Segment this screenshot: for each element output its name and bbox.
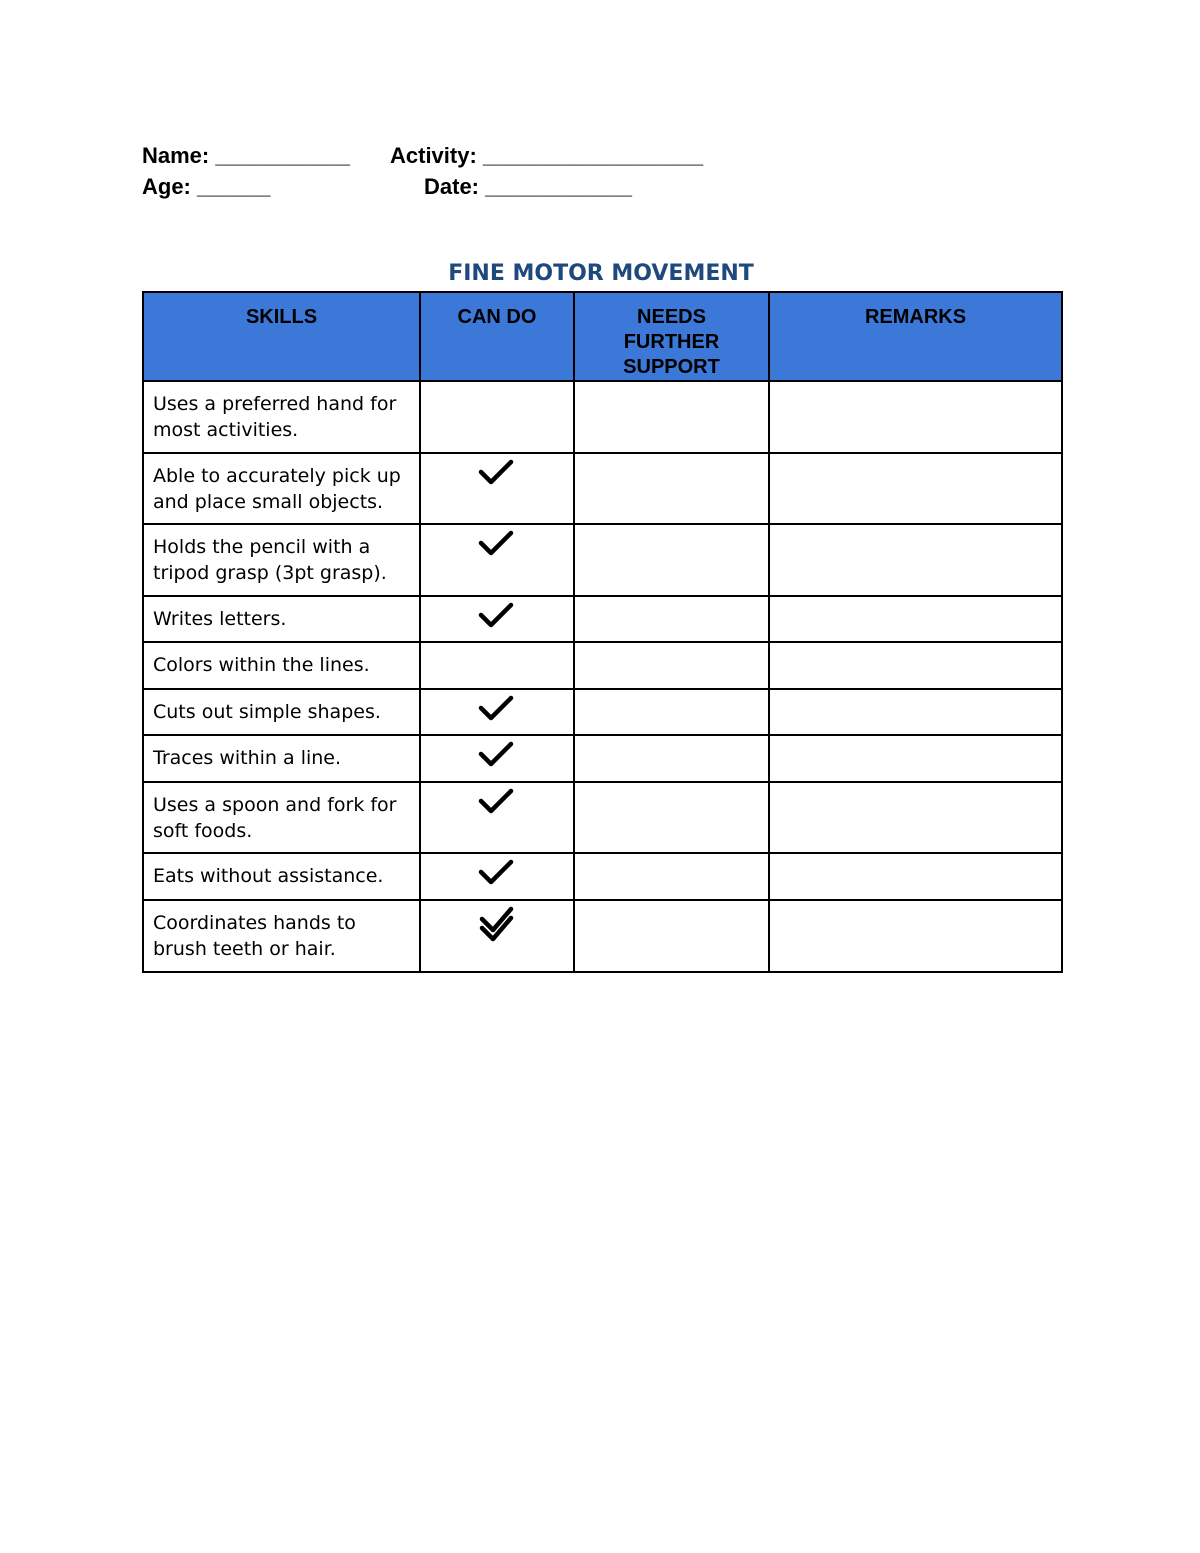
remarks-cell <box>769 735 1062 782</box>
table-row <box>143 524 1062 596</box>
remarks-cell <box>769 642 1062 689</box>
can-do-cell <box>420 381 574 453</box>
can-do-cell <box>420 453 574 524</box>
check-icon <box>477 692 517 726</box>
remarks-cell <box>769 381 1062 453</box>
check-icon <box>477 785 517 819</box>
check-icon <box>477 738 517 772</box>
activity-field-label: Activity: __________________ <box>390 143 704 168</box>
remarks-cell <box>769 900 1062 972</box>
can-do-cell <box>420 782 574 853</box>
remarks-cell <box>769 853 1062 900</box>
date-field-label: Date: ____________ <box>424 174 632 199</box>
needs-support-cell <box>574 596 769 642</box>
needs-support-cell <box>574 853 769 900</box>
remarks-cell <box>769 524 1062 596</box>
needs-support-cell <box>574 381 769 453</box>
check-icon <box>477 527 517 561</box>
can-do-cell <box>420 735 574 782</box>
check-icon <box>477 599 517 633</box>
can-do-cell <box>420 689 574 735</box>
table-row <box>143 453 1062 524</box>
table-row <box>143 381 1062 453</box>
table-row <box>143 900 1062 972</box>
skill-cell: Eats without assistance. <box>143 853 420 900</box>
can-do-cell <box>420 900 574 972</box>
table-row <box>143 782 1062 853</box>
skills-table <box>142 291 1063 973</box>
skill-cell: Writes letters. <box>143 596 420 642</box>
can-do-cell <box>420 596 574 642</box>
needs-support-cell <box>574 453 769 524</box>
needs-support-cell <box>574 900 769 972</box>
remarks-cell <box>769 453 1062 524</box>
skill-cell: Uses a spoon and fork for soft foods. <box>143 782 420 853</box>
skill-cell: Able to accurately pick up and place small objects. <box>143 453 420 524</box>
remarks-cell <box>769 782 1062 853</box>
name-field-label: Name: ___________ <box>142 143 350 168</box>
column-header-needs-support-label: NEEDS FURTHER SUPPORT <box>623 306 720 378</box>
remarks-cell <box>769 689 1062 735</box>
can-do-cell <box>420 642 574 689</box>
column-header-can-do-label: CAN DO <box>457 306 537 328</box>
skill-cell: Colors within the lines. <box>143 642 420 689</box>
table-row <box>143 853 1062 900</box>
needs-support-cell <box>574 642 769 689</box>
age-field-label: Age: ______ <box>142 174 271 199</box>
column-header-skills <box>143 292 420 381</box>
skill-cell: Uses a preferred hand for most activities. <box>143 381 420 453</box>
check-icon <box>477 856 517 890</box>
column-header-skills-label: SKILLS <box>245 306 318 328</box>
table-row <box>143 689 1062 735</box>
remarks-cell <box>769 596 1062 642</box>
column-header-can-do <box>420 292 574 381</box>
check-icon <box>477 456 517 490</box>
skill-cell: Traces within a line. <box>143 735 420 782</box>
column-header-remarks-label: REMARKS <box>864 306 967 328</box>
can-do-cell <box>420 853 574 900</box>
needs-support-cell <box>574 689 769 735</box>
column-header-remarks <box>769 292 1062 381</box>
needs-support-cell <box>574 782 769 853</box>
can-do-cell <box>420 524 574 596</box>
table-header-row <box>143 292 1062 381</box>
needs-support-cell <box>574 524 769 596</box>
table-row <box>143 596 1062 642</box>
column-header-needs-support <box>574 292 769 381</box>
skill-cell: Holds the pencil with a tripod grasp (3pt grasp). <box>143 524 420 596</box>
page-title: FINE MOTOR MOVEMENT <box>448 261 754 286</box>
table-row <box>143 735 1062 782</box>
skill-cell: Cuts out simple shapes. <box>143 689 420 735</box>
table-row <box>143 642 1062 689</box>
skill-cell: Coordinates hands to brush teeth or hair. <box>143 900 420 972</box>
double-check-icon <box>477 903 517 943</box>
needs-support-cell <box>574 735 769 782</box>
